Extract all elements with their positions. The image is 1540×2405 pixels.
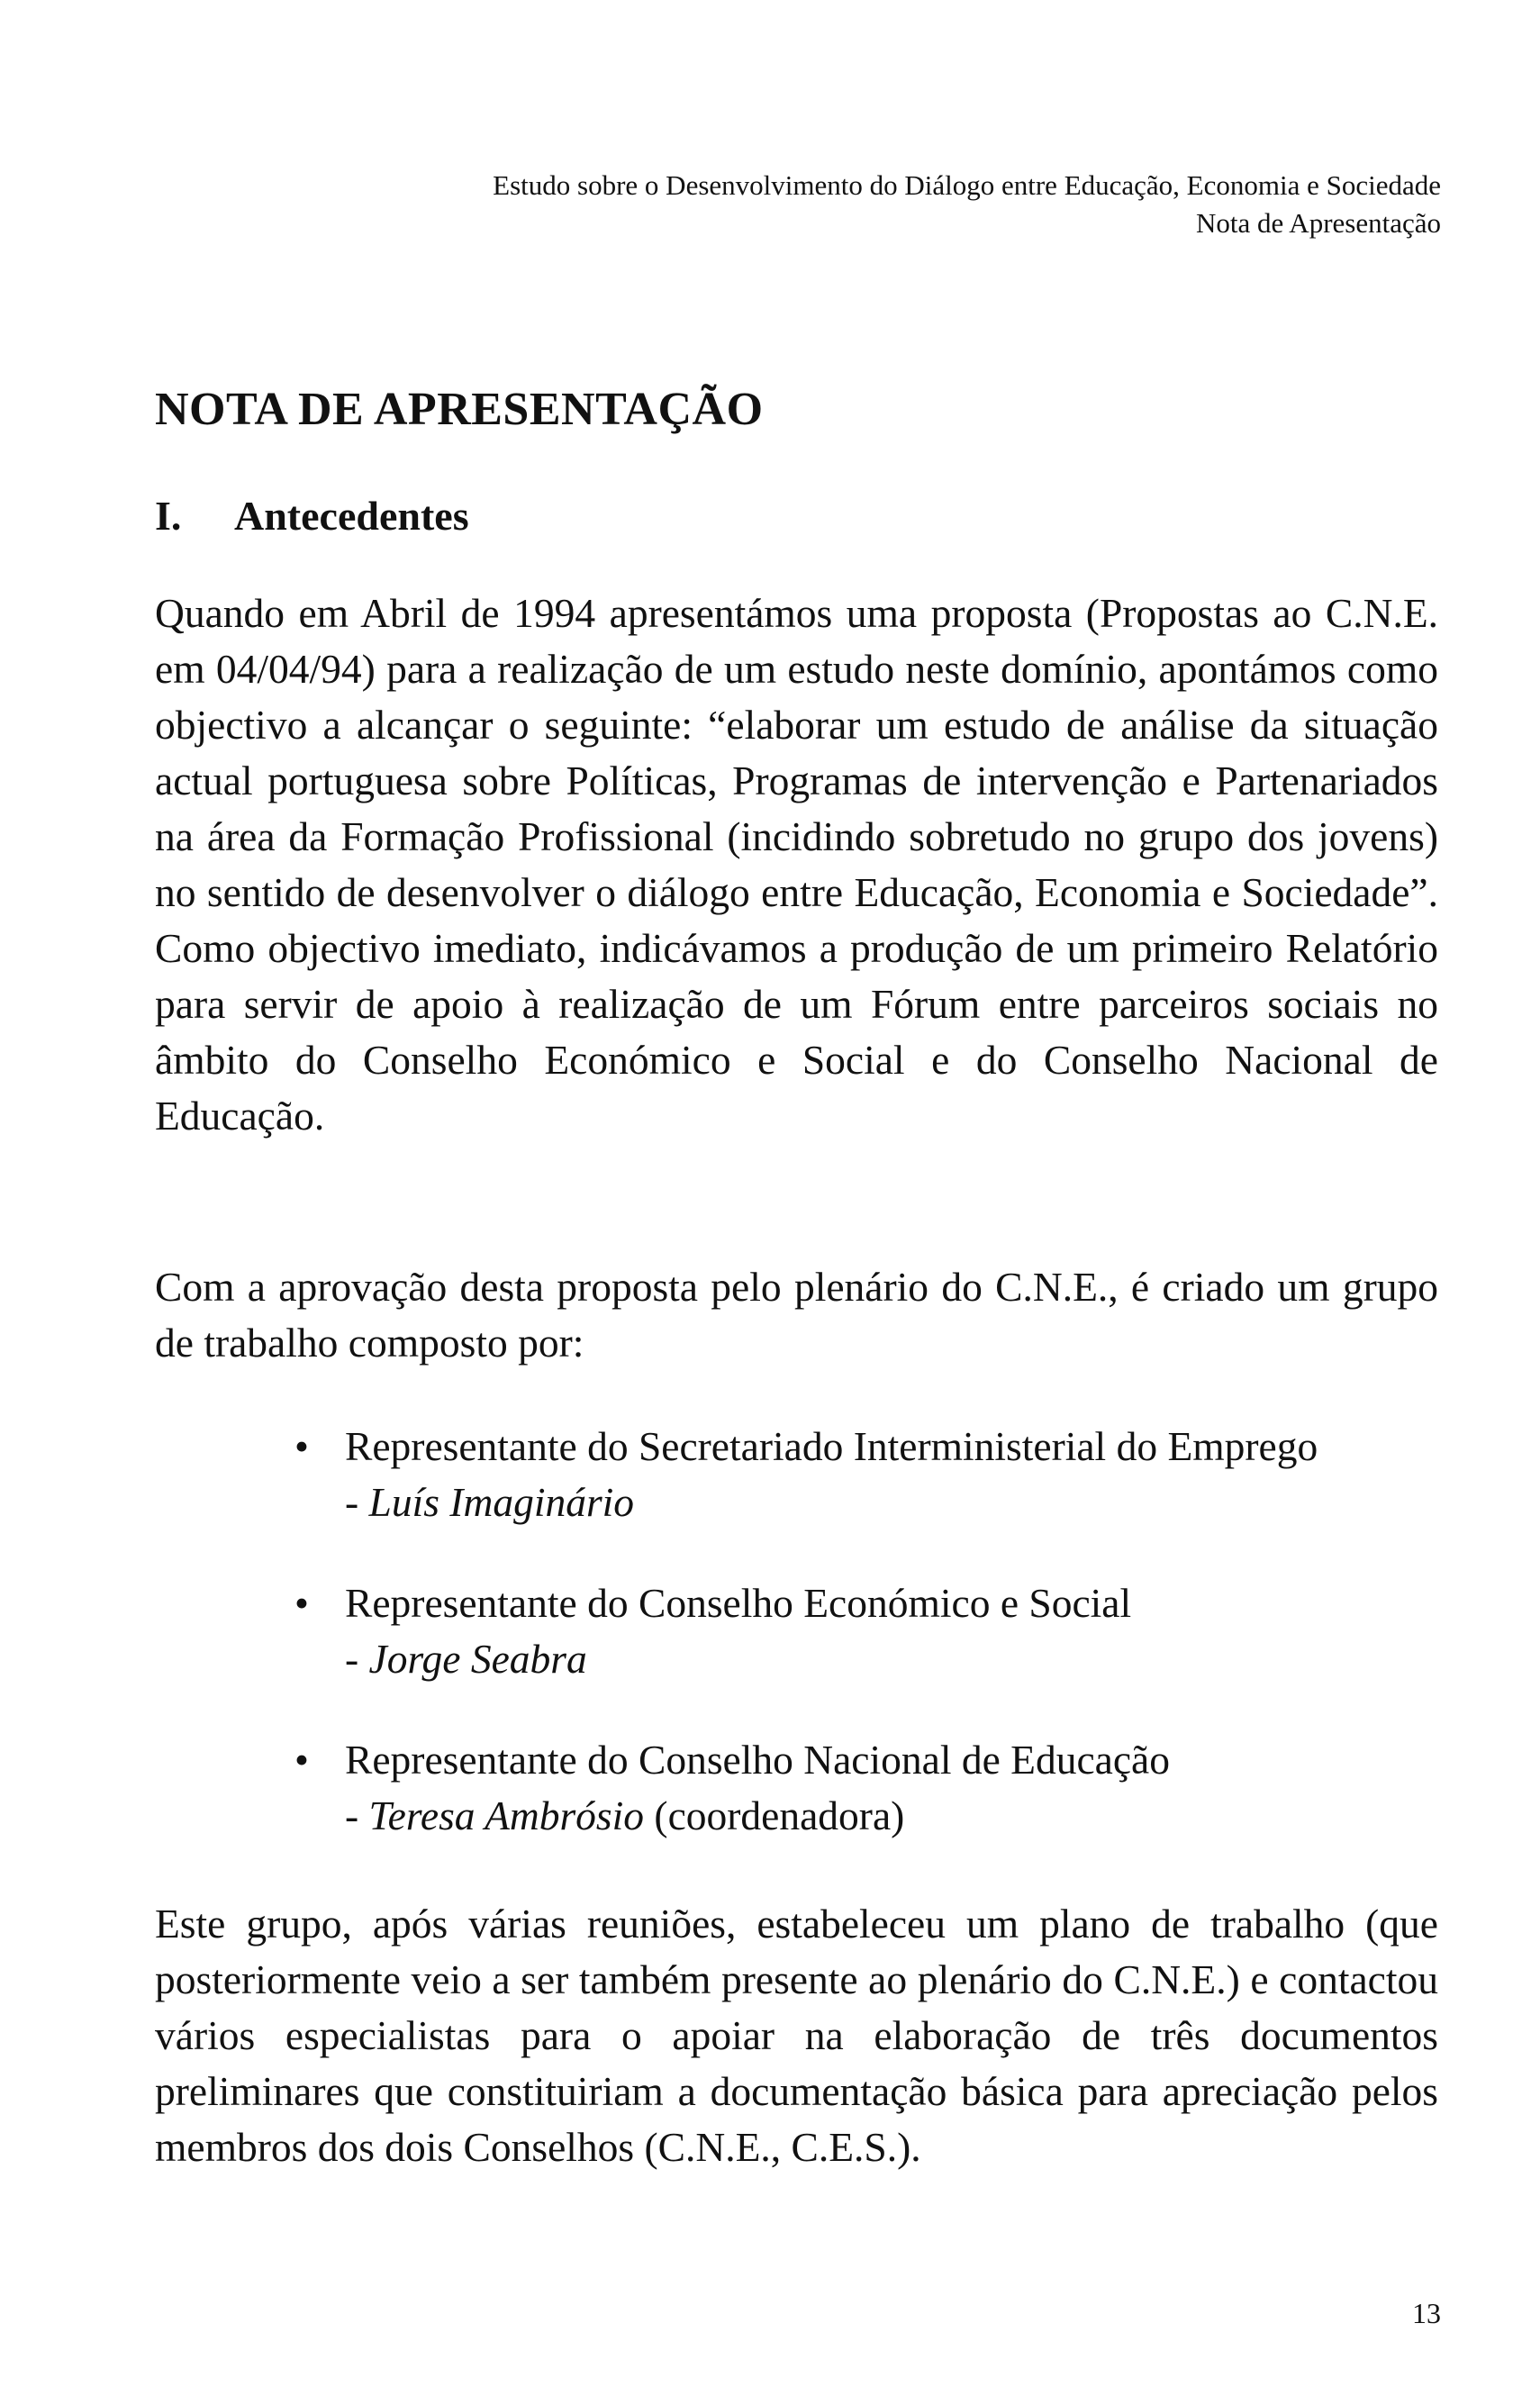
member-name-line <box>345 1788 1454 1844</box>
paragraph-antecedentes: Quando em Abril de 1994 apresentámos uma proposta (Propostas ao C.N.E. em 04/04/94) para a realização de um estudo neste domínio, apontámos como objectivo a alcançar o seguinte: “elaborar um estudo de análise da situação actual portuguesa sobre Políticas, Programas de intervenção e Partenariados na área da Formação Profissional (incidindo sobretudo no grupo dos jovens) no sentido de desenvolver o diálogo entre Educação, Economia e Sociedade”. Como objectivo imediato, indicávamos a produção de um primeiro Relatório para servir de apoio à realização de um Fórum entre parceiros sociais no âmbito do Conselho Económico e Social e do Conselho Nacional de Educação. <box>155 590 1438 1139</box>
list-item <box>284 1732 1454 1844</box>
section-title: Antecedentes <box>234 493 469 539</box>
member-role: Representante do Secretariado Interministerial do Emprego <box>345 1423 1318 1469</box>
member-name: Teresa Ambrósio <box>368 1792 645 1838</box>
member-name-line <box>345 1475 1454 1530</box>
member-name: Luís Imaginário <box>368 1479 635 1525</box>
bullet-icon: • <box>294 1580 309 1626</box>
member-name: Jorge Seabra <box>368 1636 587 1682</box>
section-heading <box>155 491 469 541</box>
running-header-document-title: Estudo sobre o Desenvolvimento do Diálogo entre Educação, Economia e Sociedade <box>493 169 1441 201</box>
section-number: I. <box>155 493 182 539</box>
member-dash: - <box>345 1479 369 1525</box>
bullet-icon: • <box>294 1737 309 1783</box>
running-header <box>270 167 1441 242</box>
member-dash: - <box>345 1636 369 1682</box>
paragraph-work-plan: Este grupo, após várias reuniões, estabeleceu um plano de trabalho (que posteriormente veio a ser também presente ao plenário do C.N.E.) e contactou vários especialistas para o apoiar na elaboração de três documentos preliminares que constituiriam a documentação básica para apreciação pelos membros dos dois Conselhos (C.N.E., C.E.S.). <box>155 1901 1438 2170</box>
list-item <box>284 1575 1454 1687</box>
member-role: Representante do Conselho Nacional de Educação <box>345 1737 1170 1783</box>
list-item <box>284 1419 1454 1530</box>
bullet-icon: • <box>294 1423 309 1469</box>
page-number: 13 <box>1412 2297 1441 2329</box>
paragraph-working-group-intro: Com a aprovação desta proposta pelo plenário do C.N.E., é criado um grupo de trabalho composto por: <box>155 1264 1438 1366</box>
document-title: NOTA DE APRESENTAÇÃO <box>155 384 764 435</box>
running-header-section-title: Nota de Apresentação <box>1196 207 1441 239</box>
member-name-line <box>345 1631 1454 1687</box>
working-group-member-list <box>284 1419 1454 1889</box>
member-role: Representante do Conselho Económico e Social <box>345 1580 1132 1626</box>
member-dash: - <box>345 1792 369 1838</box>
member-note: (coordenadora) <box>644 1792 905 1838</box>
